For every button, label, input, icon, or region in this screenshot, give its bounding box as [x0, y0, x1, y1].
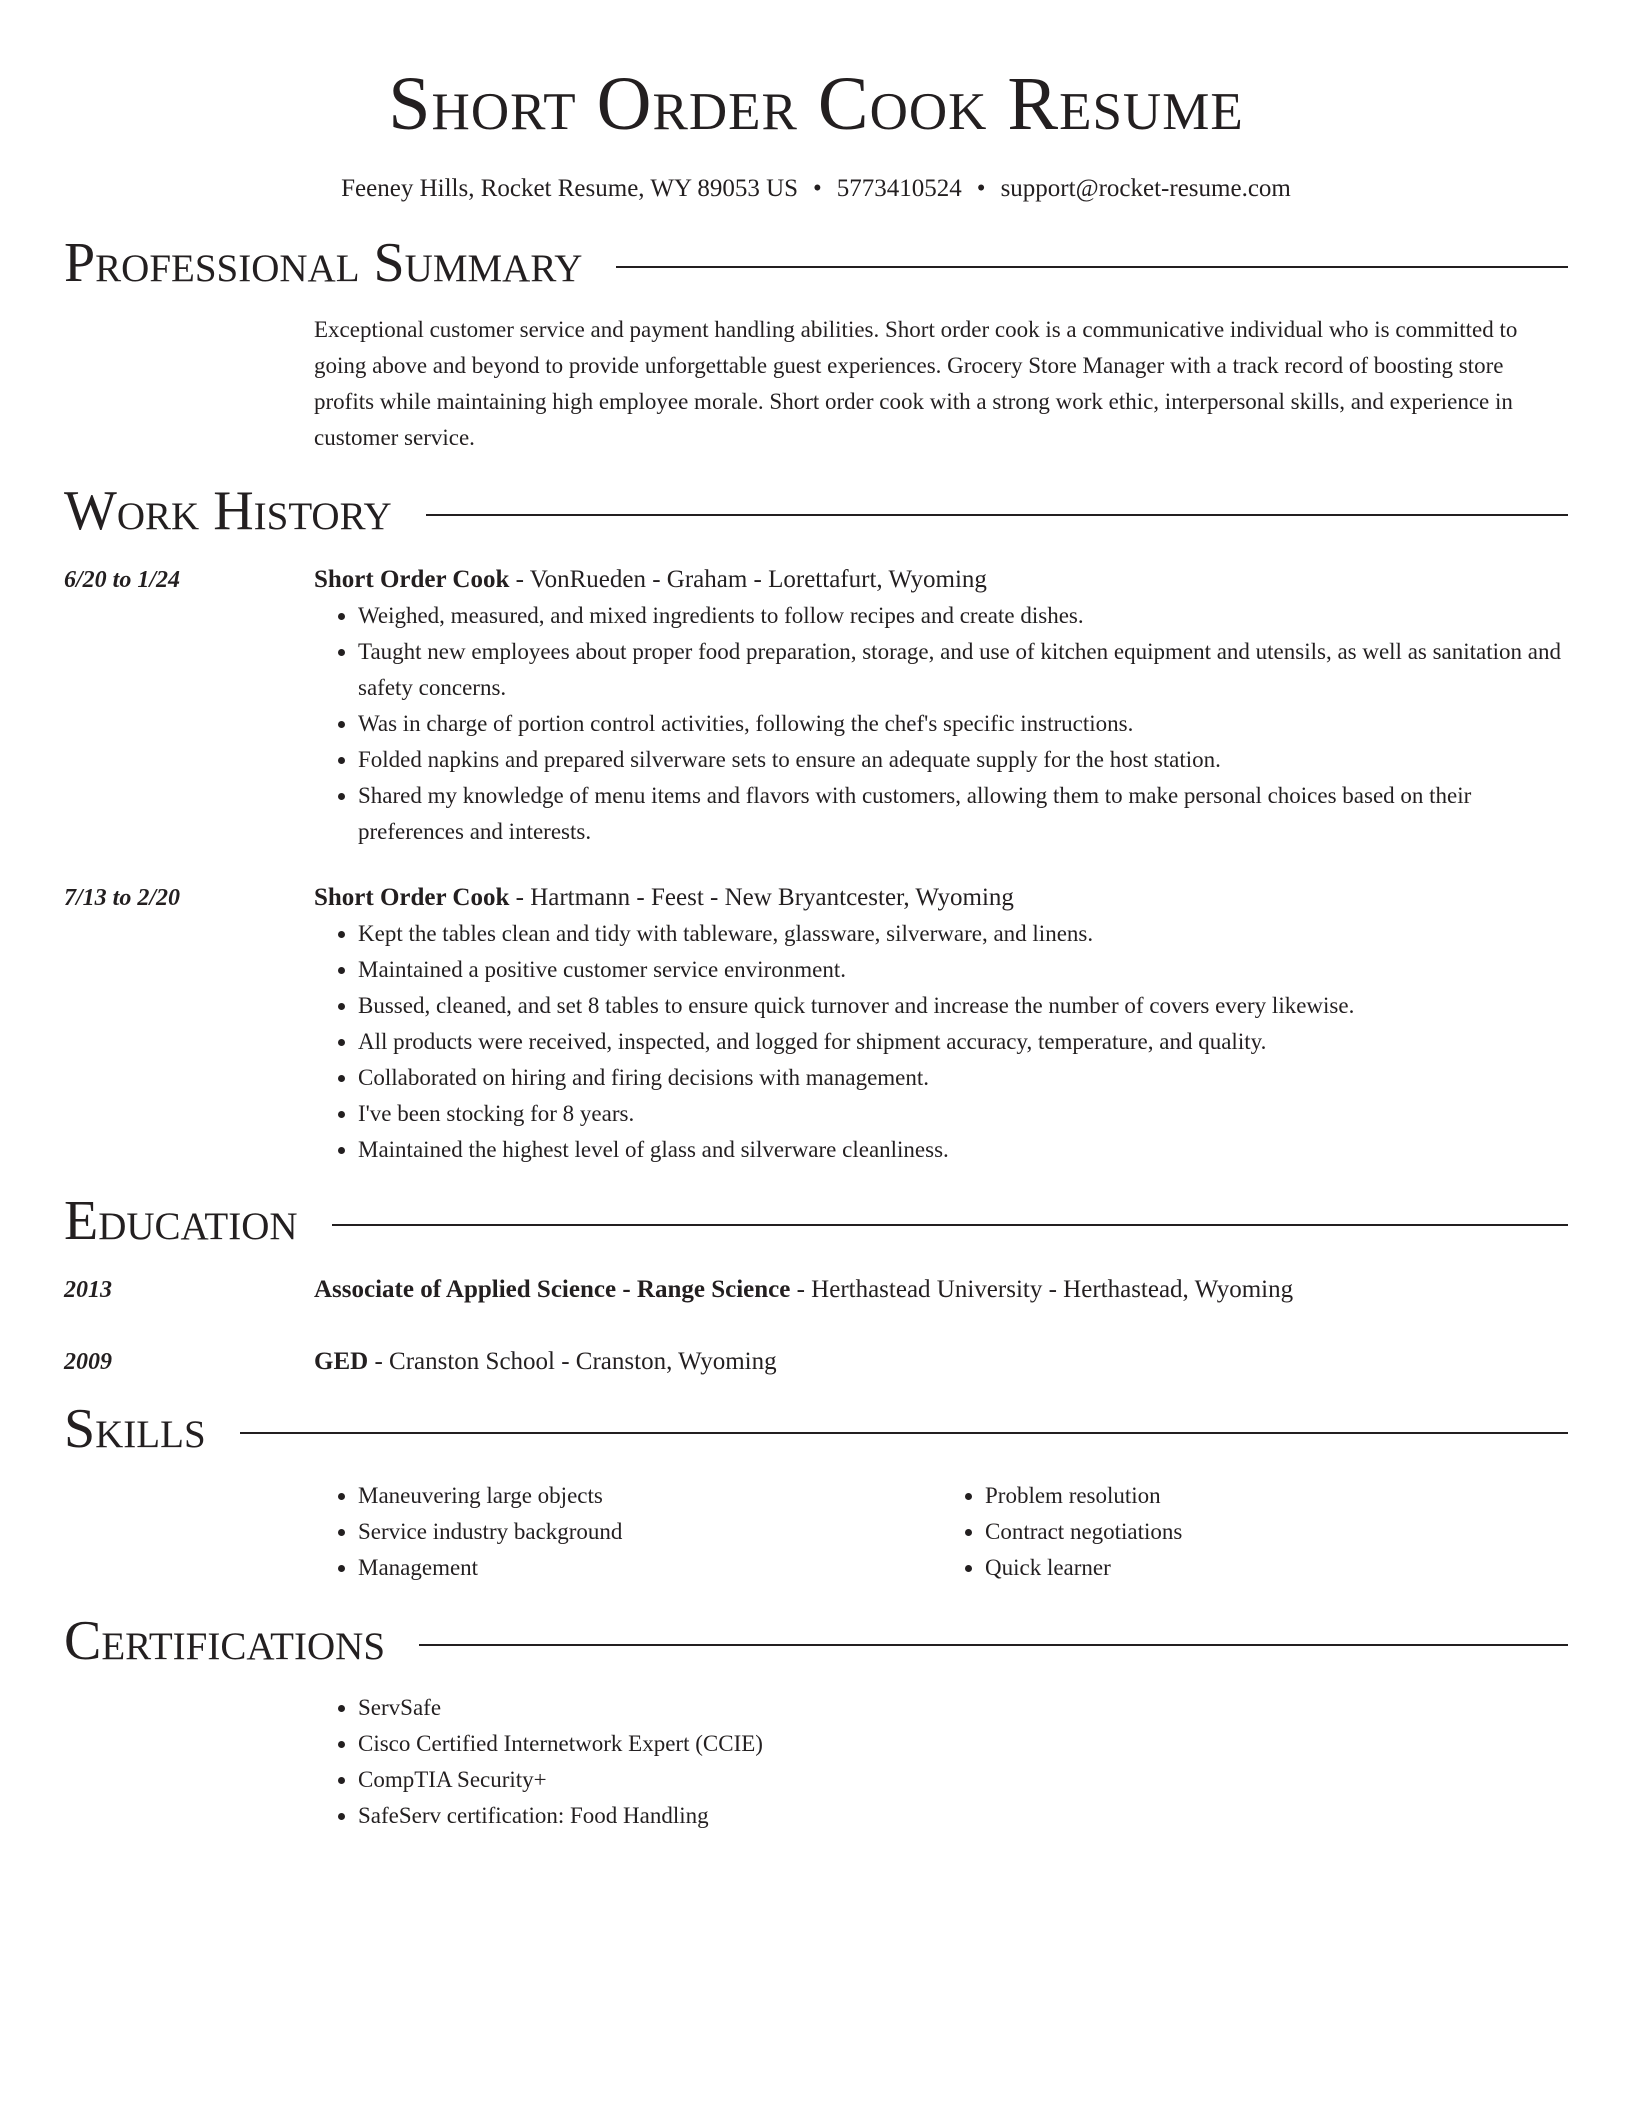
section-divider	[332, 1224, 1568, 1226]
school-details: - Cranston School - Cranston, Wyoming	[368, 1348, 777, 1375]
certifications-heading: Certifications	[64, 1610, 386, 1672]
work-heading	[314, 880, 1568, 916]
list-item: • Problem resolution	[985, 1478, 1568, 1514]
list-item: • Shared my knowledge of menu items and flavors with customers, allowing them to make personal choices based on their preferences and interests.	[358, 778, 1568, 850]
degree: Associate of Applied Science - Range Science	[314, 1276, 791, 1303]
education-heading-line	[314, 1272, 1568, 1308]
certifications-section-header	[64, 1610, 1568, 1672]
education-section-header	[64, 1190, 1568, 1252]
contact-phone: 5773410524	[836, 175, 962, 202]
education-heading: Education	[64, 1190, 298, 1252]
degree: GED	[314, 1348, 369, 1375]
work-entry	[64, 562, 1568, 850]
list-item: • Maintained the highest level of glass and silverware cleanliness.	[358, 1132, 1568, 1168]
list-item: • Collaborated on hiring and firing decisions with management.	[358, 1060, 1568, 1096]
education-year: 2009	[64, 1349, 112, 1375]
summary-section-header	[64, 232, 1568, 294]
list-item: • Bussed, cleaned, and set 8 tables to ensure quick turnover and increase the number of covers every likewise.	[358, 988, 1568, 1024]
skills-heading: Skills	[64, 1398, 206, 1460]
list-item: • Service industry background	[358, 1514, 941, 1550]
work-history-heading: Work History	[64, 480, 392, 542]
list-item: • Kept the tables clean and tidy with tableware, glassware, silverware, and linens.	[358, 916, 1568, 952]
section-divider	[419, 1644, 1568, 1646]
work-heading	[314, 562, 1568, 598]
job-details: - VonRueden - Graham - Lorettafurt, Wyoming	[509, 566, 987, 593]
work-history-section-header	[64, 480, 1568, 542]
contact-separator: •	[813, 175, 822, 202]
education-entry	[64, 1344, 1568, 1380]
list-item: • Taught new employees about proper food preparation, storage, and use of kitchen equipment and utensils, as well as sanitation and safety concerns.	[358, 634, 1568, 706]
list-item: • CompTIA Security+	[358, 1762, 1568, 1798]
list-item: • Folded napkins and prepared silverware sets to ensure an adequate supply for the host station.	[358, 742, 1568, 778]
job-bullets	[314, 916, 1568, 1168]
job-bullets	[314, 598, 1568, 850]
skills-grid	[314, 1478, 1568, 1586]
list-item: • Quick learner	[985, 1550, 1568, 1586]
summary-heading: Professional Summary	[64, 232, 583, 294]
skills-column-right	[941, 1478, 1568, 1586]
list-item: • Contract negotiations	[985, 1514, 1568, 1550]
list-item: • Maneuvering large objects	[358, 1478, 941, 1514]
summary-text: Exceptional customer service and payment handling abilities. Short order cook is a communicative individual who is committed to going above and beyond to provide unforgettable guest experiences. Grocery Store Manager with a track record of boosting store profits while maintaining high employee morale. Short order cook with a strong work ethic, interpersonal skills, and experience in customer service.	[314, 317, 1518, 450]
section-divider	[240, 1432, 1568, 1434]
contact-separator: •	[976, 175, 986, 202]
work-entry	[64, 880, 1568, 1168]
contact-email: support@rocket-resume.com	[1000, 175, 1291, 202]
resume-title: Short Order Cook Resume	[388, 62, 1244, 146]
work-dates: 6/20 to 1/24	[64, 567, 181, 593]
education-heading-line	[314, 1344, 1568, 1380]
list-item: • Weighed, measured, and mixed ingredients to follow recipes and create dishes.	[358, 598, 1568, 634]
education-year: 2013	[64, 1277, 112, 1303]
school-details: - Herthastead University - Herthastead, Wyoming	[790, 1276, 1294, 1303]
list-item: • Maintained a positive customer service environment.	[358, 952, 1568, 988]
list-item: • I've been stocking for 8 years.	[358, 1096, 1568, 1132]
list-item: • All products were received, inspected, and logged for shipment accuracy, temperature, and quality.	[358, 1024, 1568, 1060]
certifications-list-container	[314, 1690, 1568, 1834]
list-item: • Was in charge of portion control activities, following the chef's specific instructions.	[358, 706, 1568, 742]
list-item: • SafeServ certification: Food Handling	[358, 1798, 1568, 1834]
job-details: - Hartmann - Feest - New Bryantcester, Wyoming	[509, 884, 1014, 911]
list-item: • Management	[358, 1550, 941, 1586]
contact-line	[64, 172, 1568, 206]
job-title: Short Order Cook	[314, 566, 510, 593]
job-title: Short Order Cook	[314, 884, 510, 911]
section-divider	[426, 514, 1568, 516]
work-dates: 7/13 to 2/20	[64, 885, 181, 911]
skills-section-header	[64, 1398, 1568, 1460]
certifications-list	[314, 1690, 1568, 1834]
section-divider	[616, 266, 1568, 268]
list-item: • ServSafe	[358, 1690, 1568, 1726]
skills-column-left	[314, 1478, 941, 1586]
education-entry	[64, 1272, 1568, 1308]
list-item: • Cisco Certified Internetwork Expert (CCIE)	[358, 1726, 1568, 1762]
contact-address: Feeney Hills, Rocket Resume, WY 89053 US	[341, 175, 799, 202]
